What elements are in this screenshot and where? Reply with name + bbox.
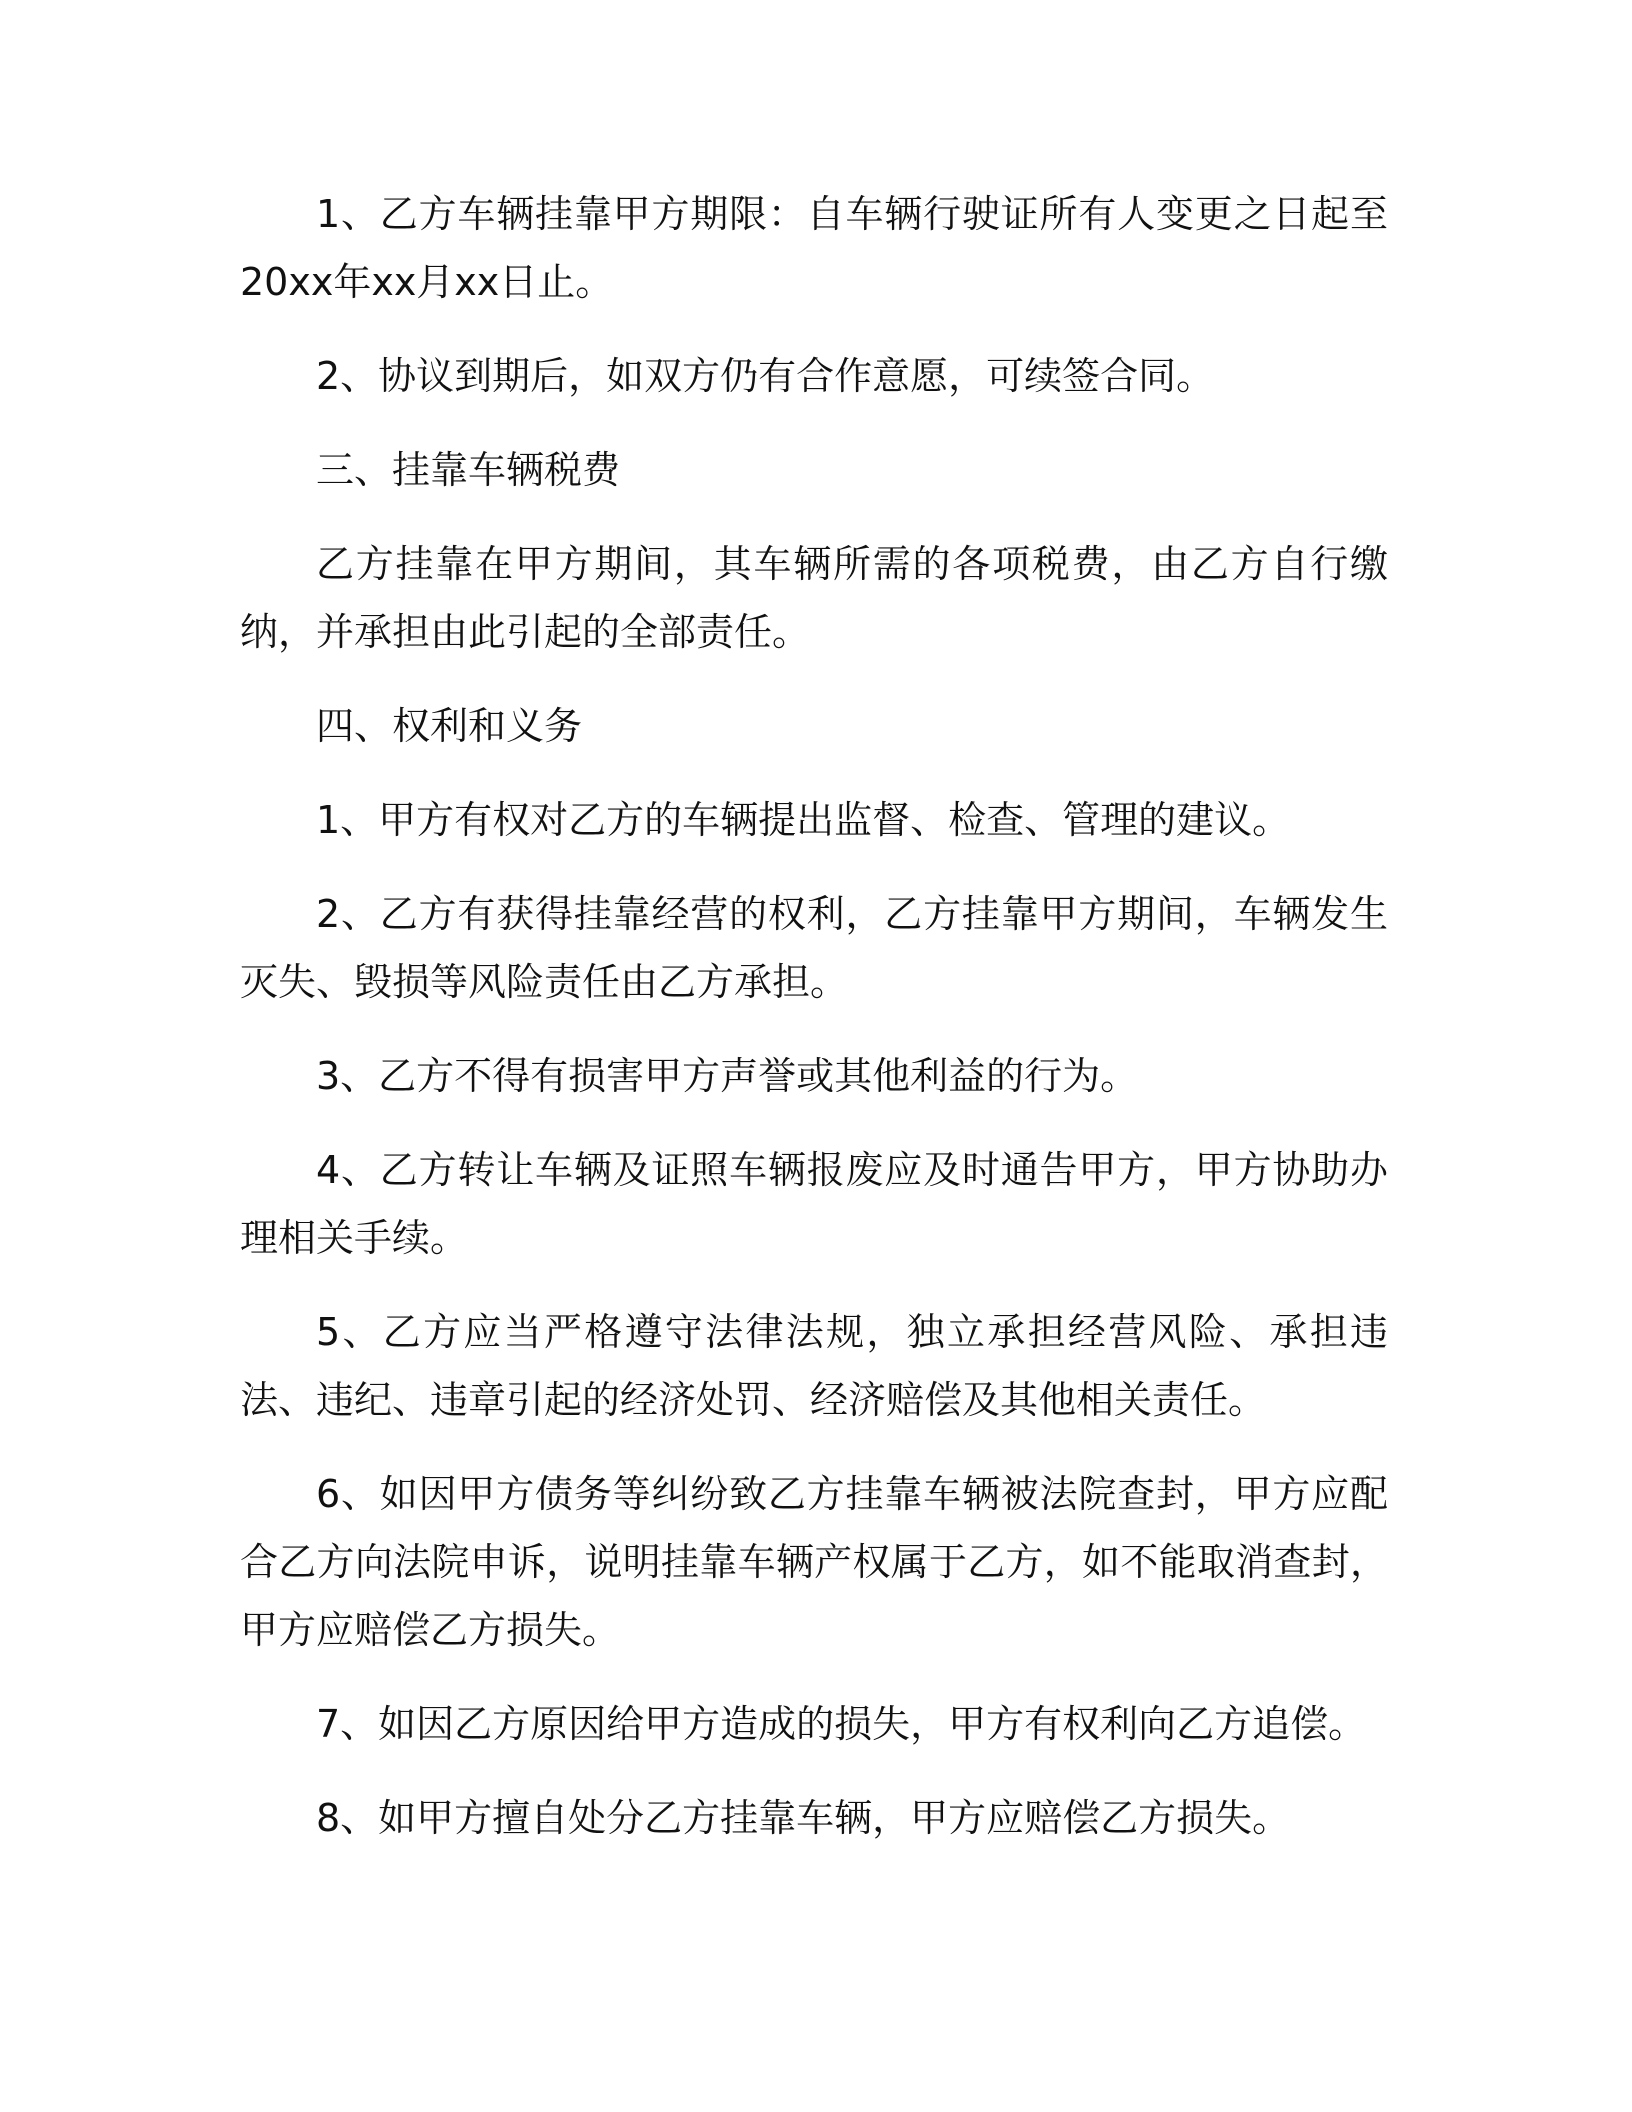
clause-term-period: 1、乙方车辆挂靠甲方期限：自车辆行驶证所有人变更之日起至20xx年xx月xx日止。 bbox=[240, 192, 1388, 304]
clause-rights-7: 7、如因乙方原因给甲方造成的损失，甲方有权利向乙方追偿。 bbox=[316, 1702, 1367, 1746]
clause-rights-6: 6、如因甲方债务等纠纷致乙方挂靠车辆被法院查封，甲方应配合乙方向法院申诉，说明挂靠车辆产权属于乙方，如不能取消查封，甲方应赔偿乙方损失。 bbox=[240, 1472, 1388, 1652]
clause-rights-1: 1、甲方有权对乙方的车辆提出监督、检查、管理的建议。 bbox=[316, 798, 1291, 842]
clause-rights-4: 4、乙方转让车辆及证照车辆报废应及时通告甲方，甲方协助办理相关手续。 bbox=[240, 1148, 1388, 1260]
section-heading-rights-duties: 四、权利和义务 bbox=[316, 704, 583, 748]
clause-rights-2: 2、乙方有获得挂靠经营的权利，乙方挂靠甲方期间，车辆发生灭失、毁损等风险责任由乙方承担。 bbox=[240, 892, 1388, 1004]
clause-rights-3: 3、乙方不得有损害甲方声誉或其他利益的行为。 bbox=[316, 1054, 1139, 1098]
clause-renewal: 2、协议到期后，如双方仍有合作意愿，可续签合同。 bbox=[316, 354, 1215, 398]
document-page bbox=[240, 180, 1388, 1878]
clause-rights-5: 5、乙方应当严格遵守法律法规，独立承担经营风险、承担违法、违纪、违章引起的经济处罚、经济赔偿及其他相关责任。 bbox=[240, 1310, 1388, 1422]
section-heading-taxes: 三、挂靠车辆税费 bbox=[316, 448, 621, 492]
clause-rights-8: 8、如甲方擅自处分乙方挂靠车辆，甲方应赔偿乙方损失。 bbox=[316, 1796, 1291, 1840]
clause-taxes: 乙方挂靠在甲方期间，其车辆所需的各项税费，由乙方自行缴纳，并承担由此引起的全部责任。 bbox=[240, 542, 1388, 654]
